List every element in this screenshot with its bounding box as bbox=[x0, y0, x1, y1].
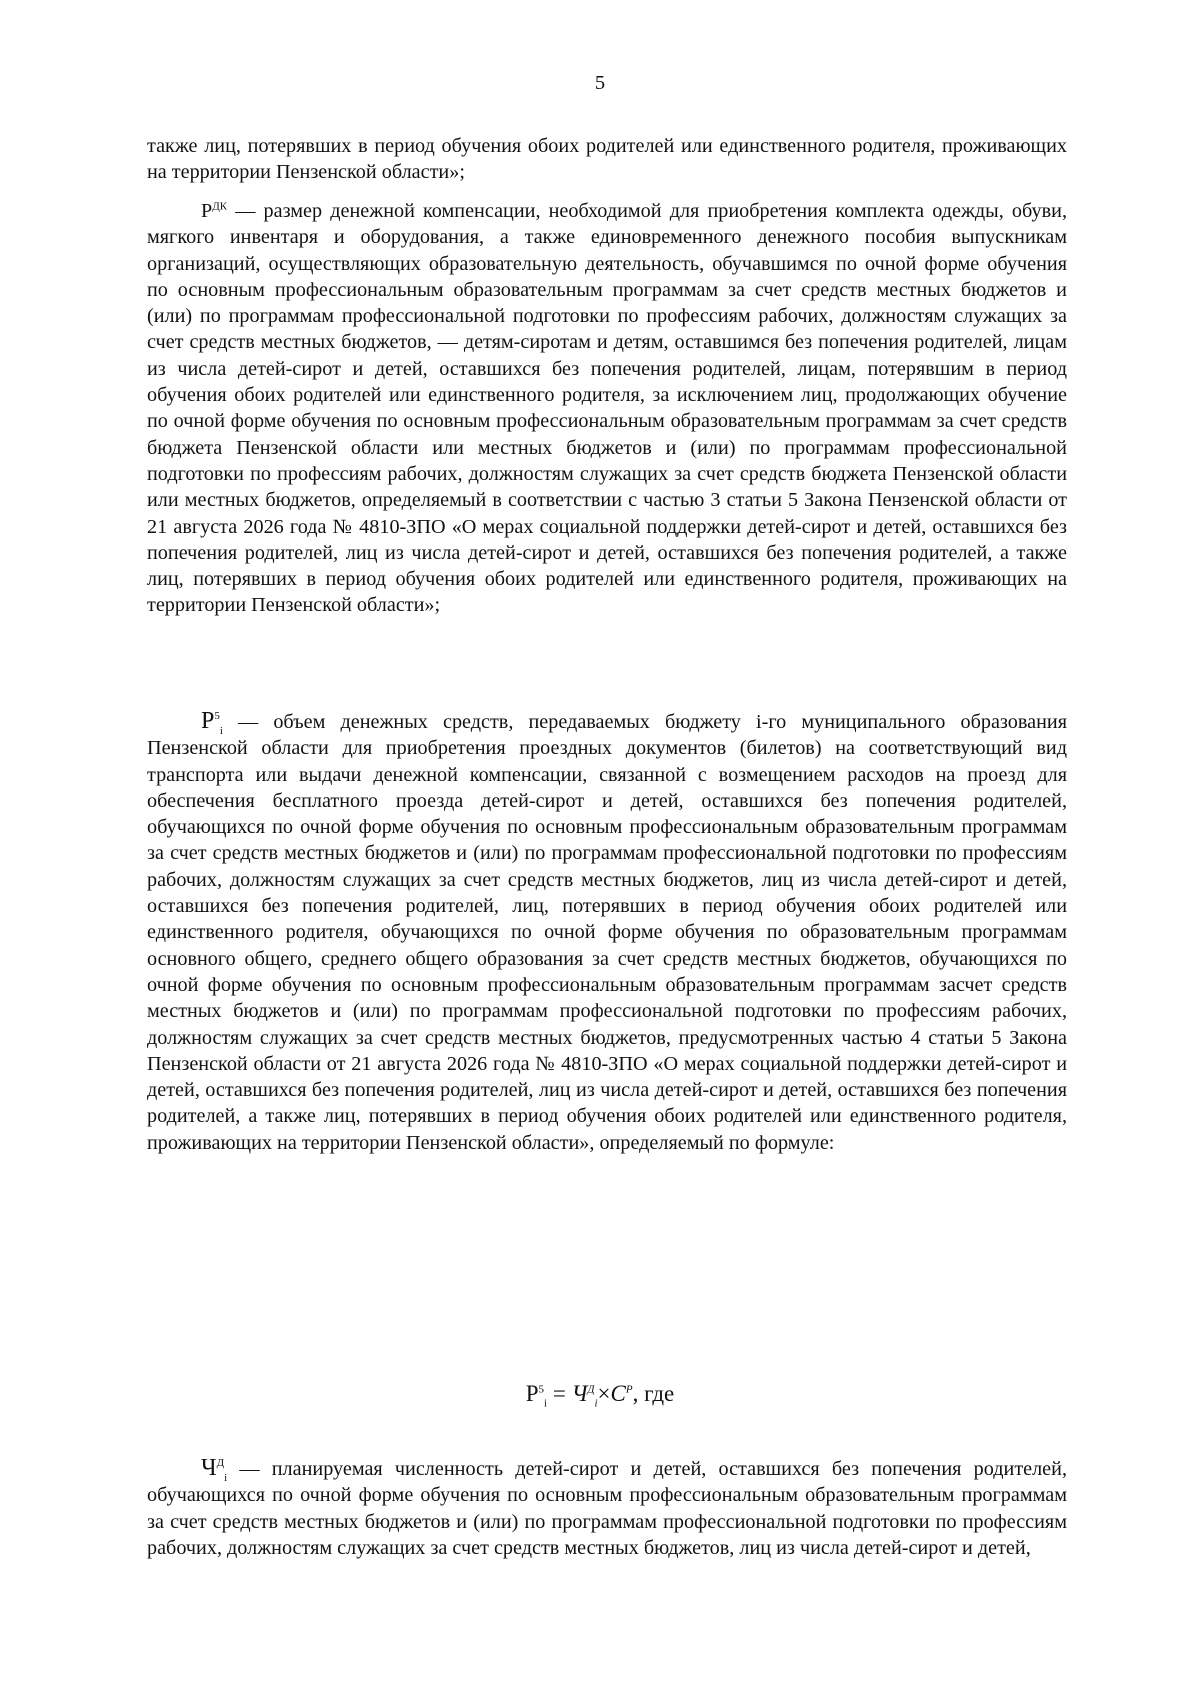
page-number: 5 bbox=[594, 72, 606, 94]
definition-p5-text: $Р^5_i$ — объем денежных средств, передаваемых бюджету i-го муниципального образования Пензенской области для приобретения проездных документов (билетов) на соответствующий вид транспорта или выдачи денежной компенсации, связанной с возмещением расходов на проезд для обеспечения бесплатного проезда детей-сирот и детей, оставшихся без попечения родителей, обучающихся по очной форме обучения по основным профессиональным образовательным программам за счет средств местных бюджетов и (или) по программам профессиональной подготовки по профессиям рабочих, должностям служащих за счет средств местных бюджетов, лиц из числа детей-сирот и детей, оставшихся без попечения родителей, лиц, потерявших в период обучения обоих родителей или единственного родителя, обучающихся по очной форме обучения по образовательным программам основного общего, среднего общего образования за счет средств местных бюджетов, обучающихся по очной форме обучения по основным профессиональным образовательным программам засчет средств местных бюджетов и (или) по программам профессиональной подготовки по профессиям рабочих, должностям служащих за счет средств местных бюджетов, предусмотренных частью 4 статьи 5 Закона Пензенской области от 21 августа 2026 года № 4810-ЗПО «О мерах социальной поддержки детей-сирот и детей, оставшихся без попечения родителей, лиц из числа детей-сирот и детей, оставшихся без попечения родителей, а также лиц, потерявших в период обучения обоих родителей или единственного родителя, проживающих на территории Пензенской области», определяемый по формуле: bbox=[147, 708, 1067, 1154]
definition-chd bbox=[147, 1455, 1067, 1561]
definition-rdk-text: $Р^{ДК}$ — размер денежной компенсации, необходимой для приобретения комплекта одежды, обуви, мягкого инвентаря и оборудования, а также единовременного денежного пособия выпускникам организаций, осуществляющих образовательную деятельность, обучавшимся по очной форме обучения по основным профессиональным образовательным программам за счет средств местных бюджетов и (или) по программам профессиональной подготовки по профессиям рабочих, должностям служащих за счет средств местных бюджетов, — детям-сиротам и детям, оставшимся без попечения родителей, лицам из числа детей-сирот и детей, оставшихся без попечения родителей, лицам, потерявшим в период обучения обоих родителей или единственного родителя, за исключением лиц, продолжающих обучение по очной форме обучения по основным профессиональным образовательным программам за счет средств бюджета Пензенской области или местных бюджетов и (или) по программам профессиональной подготовки по профессиям рабочих, должностям служащих за счет средств бюджета Пензенской области или местных бюджетов, определяемый в соответствии с частью 3 статьи 5 Закона Пензенской области от 21 августа 2026 года № 4810-ЗПО «О мерах социальной поддержки детей-сирот и детей, оставшихся без попечения родителей, лиц из числа детей-сирот и детей, оставшихся без попечения родителей, а также лиц, потерявших в период обучения обоих родителей или единственного родителя, проживающих на территории Пензенской области»; bbox=[147, 200, 1067, 617]
symbol-p5: $Р^5_i$ bbox=[201, 708, 223, 737]
definition-p5 bbox=[147, 708, 1067, 1156]
symbol-chd: $Ч^Д_i$ bbox=[201, 1455, 228, 1484]
intro-paragraph bbox=[147, 133, 1067, 186]
intro-text: также лиц, потерявших в период обучения обоих родителей или единственного родителя, проживающих на территории Пензенской области»; bbox=[147, 135, 1067, 184]
definition-rdk bbox=[147, 198, 1067, 619]
formula: $Р^5_i = Ч^Д_i\times С^Р$, где bbox=[525, 1381, 675, 1410]
symbol-rdk: $Р^{ДК}$ bbox=[201, 200, 228, 222]
definition-chd-text: $Ч^Д_i$ — планируемая численность детей-сирот и детей, оставшихся без попечения родителей, обучающихся по очной форме обучения по основным профессиональным образовательным программам за счет средств местных бюджетов и (или) по программам профессиональной подготовки по профессиям рабочих, должностям служащих за счет средств местных бюджетов, лиц из числа детей-сирот и детей, bbox=[147, 1455, 1067, 1559]
